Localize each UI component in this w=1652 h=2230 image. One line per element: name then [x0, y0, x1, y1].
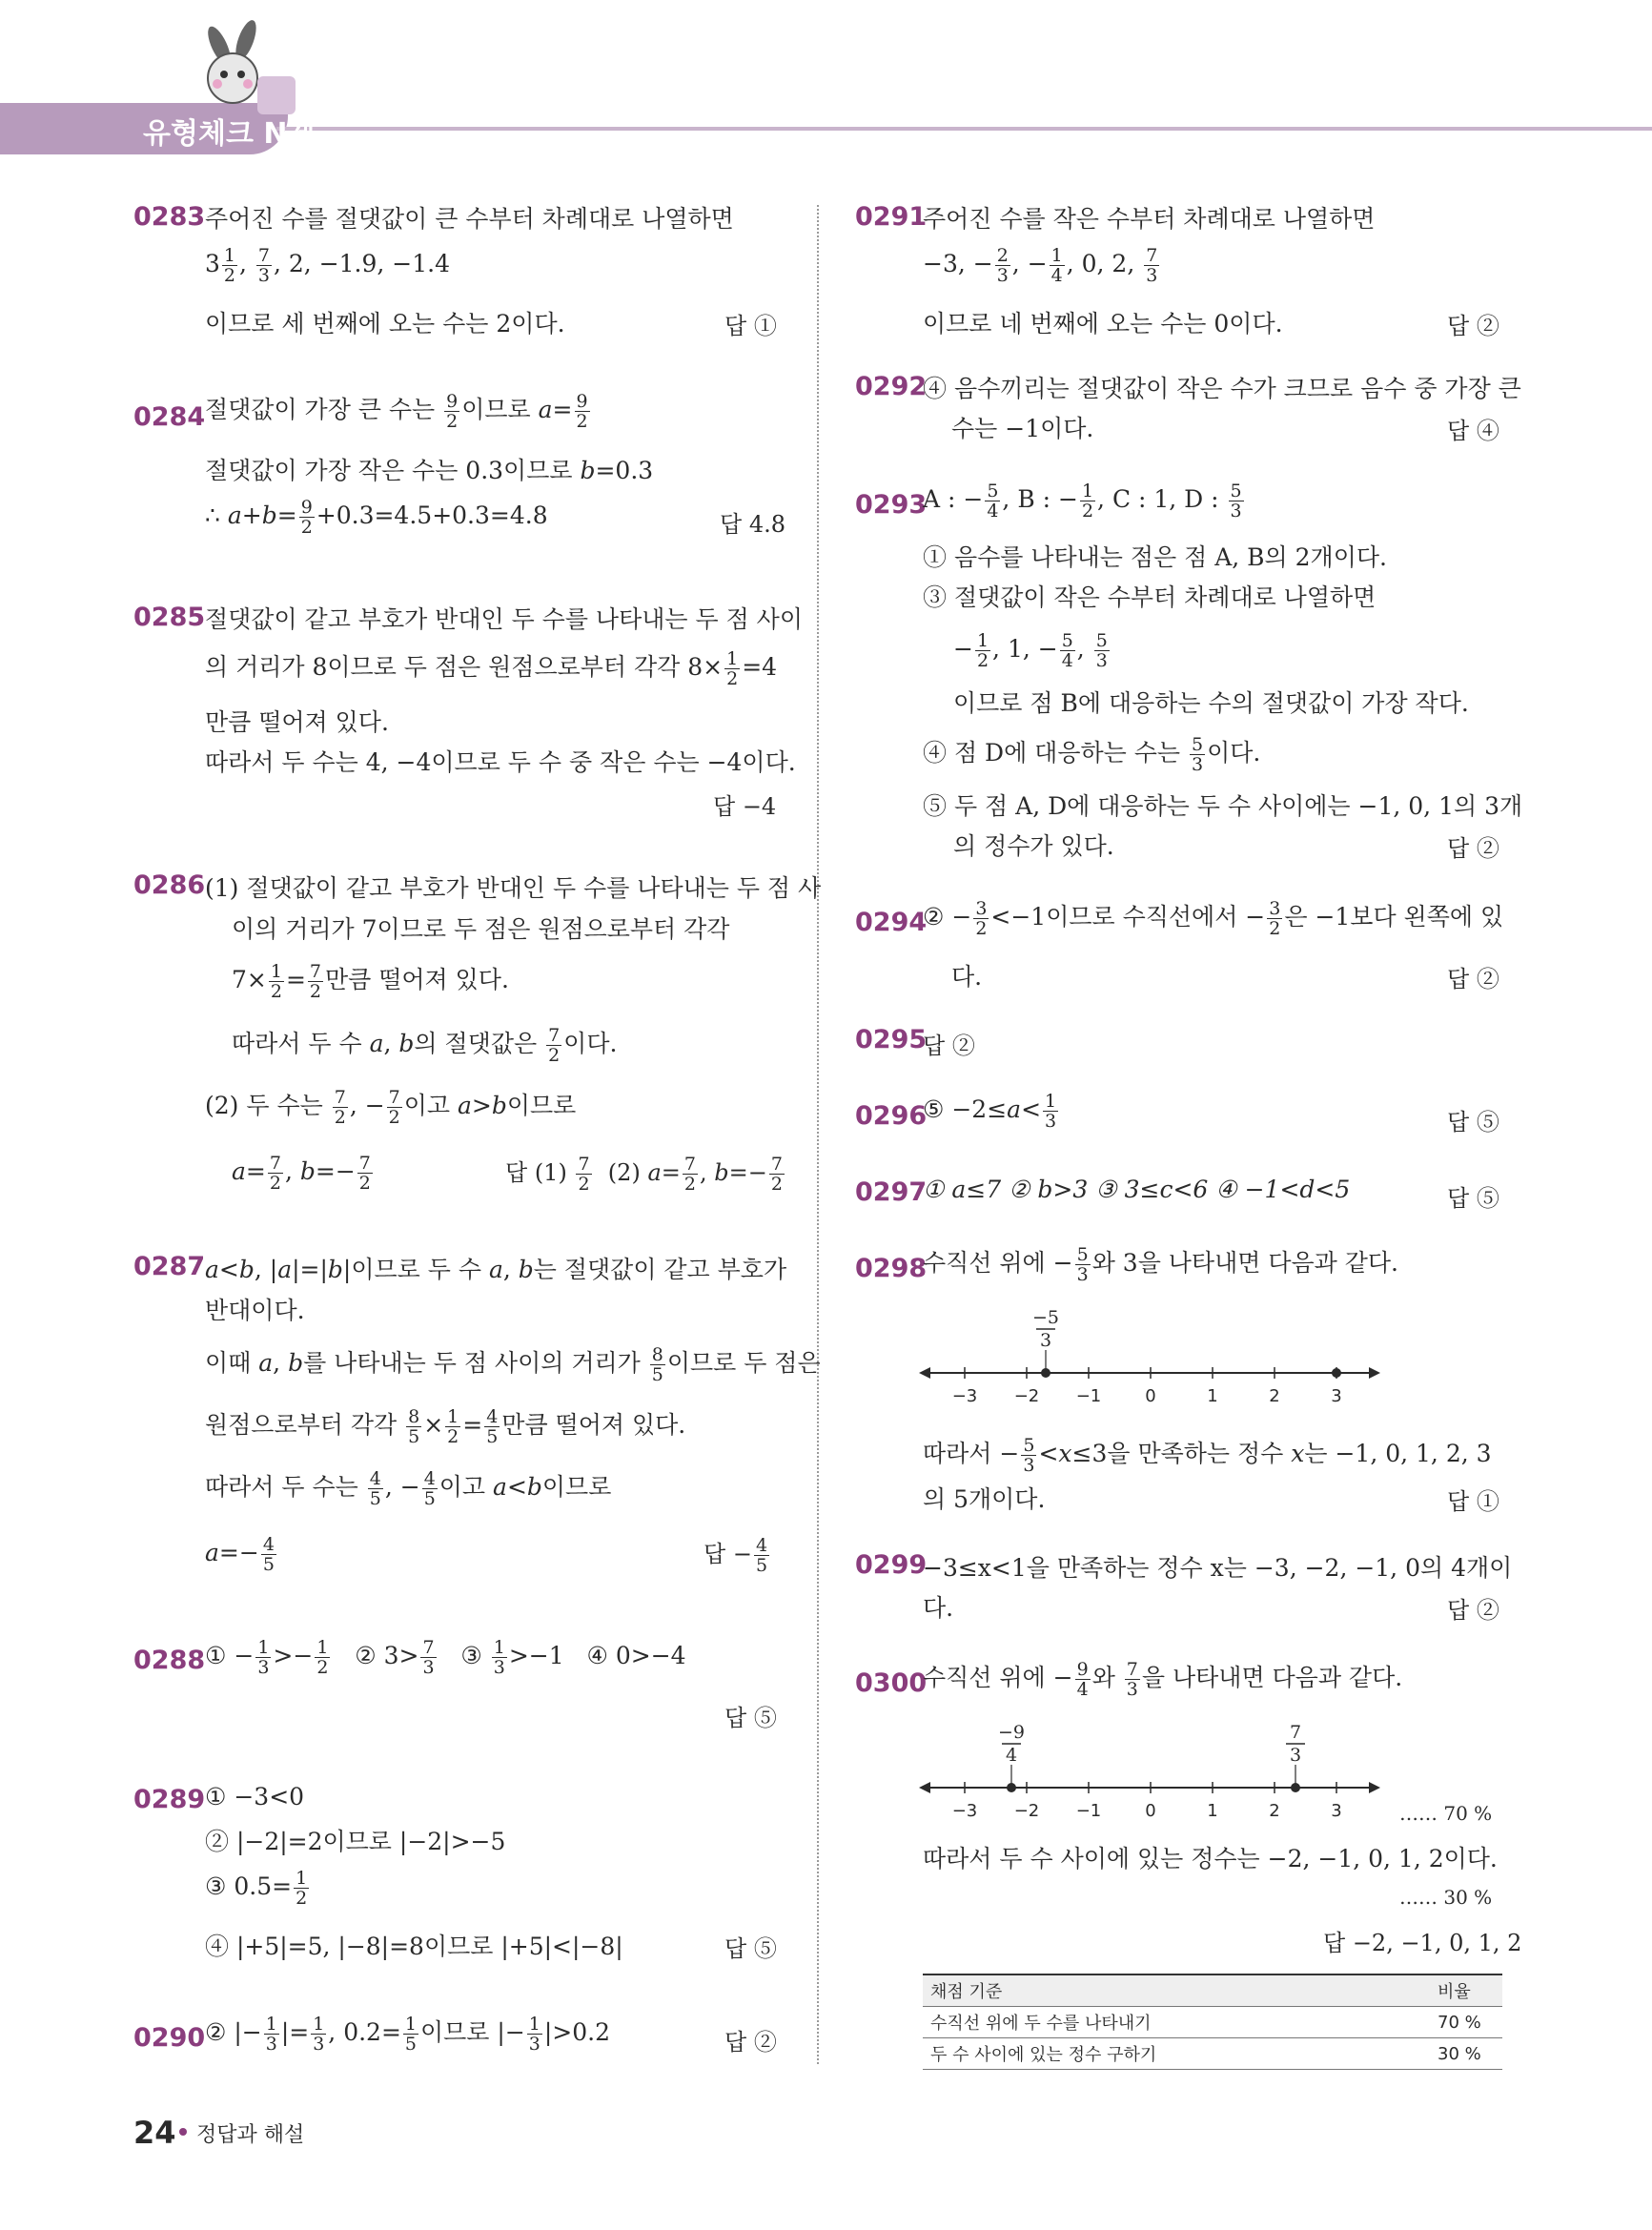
problem-number: 0292	[855, 372, 928, 401]
problem-number: 0300	[855, 1668, 928, 1698]
tick-label: −1	[1075, 1801, 1102, 1821]
table-row	[923, 2007, 1502, 2038]
text-line: 이므로 점 B에 대응하는 수의 절댓값이 가장 작다.	[953, 689, 1469, 717]
svg-text:7: 7	[1289, 1722, 1302, 1743]
table-header: 비율	[1430, 1974, 1502, 2007]
answer: 답 − $\frac{4}{5}$	[704, 1535, 768, 1576]
tick-label: 3	[1331, 1801, 1342, 1821]
table-cell: 70 %	[1430, 2007, 1502, 2038]
header-line	[276, 127, 1652, 131]
math-line: a= $\frac{7}{2}$ , b=− $\frac{7}{2}$	[232, 1153, 371, 1194]
text-line: 이므로 네 번째에 오는 수는 0이다.	[923, 310, 1283, 338]
math-line: a=− $\frac{4}{5}$	[205, 1534, 275, 1575]
problem-number: 0287	[133, 1252, 206, 1281]
problem-number: 0298	[855, 1254, 928, 1283]
problem-number: 0285	[133, 603, 206, 632]
text-line: 이므로 세 번째에 오는 수는 2이다.	[205, 310, 565, 338]
math-line: 의 거리가 8이므로 두 점은 원점으로부터 각각 8× $\frac{1}{2}$ =4	[205, 648, 778, 689]
answer: 답 −4	[713, 793, 777, 820]
math-line: ③ 0.5= $\frac{1}{2}$	[205, 1868, 308, 1909]
answer: 답 ⑤	[1447, 1185, 1499, 1212]
table-header: 채점 기준	[923, 1974, 1430, 2007]
math-line: − $\frac{1}{2}$ , 1, − $\frac{5}{4}$ , $\frac{5}{3}$	[953, 630, 1108, 671]
problem-number: 0299	[855, 1550, 928, 1580]
text-line: 주어진 수를 절댓값이 큰 수부터 차례대로 나열하면	[205, 205, 734, 233]
math-line: −3, − $\frac{2}{3}$ , − $\frac{1}{4}$ , 0, 2, $\frac{7}{3}$	[923, 245, 1158, 286]
svg-text:−9: −9	[997, 1722, 1026, 1743]
problem-number: 0293	[855, 490, 928, 520]
problem-number: 0297	[855, 1177, 928, 1207]
tick-label: 0	[1145, 1801, 1156, 1821]
problem-number: 0294	[855, 908, 928, 937]
text-line: 의 정수가 있다.	[953, 832, 1114, 860]
text-line: (1) 절댓값이 같고 부호가 반대인 두 수를 나타내는 두 점 사	[205, 874, 822, 902]
math-line: 7× $\frac{1}{2}$ = $\frac{7}{2}$ 만큼 떨어져 있다.	[232, 961, 509, 1002]
svg-text:−5: −5	[1031, 1307, 1060, 1328]
math-line: ② |− $\frac{1}{3}$ |= $\frac{1}{3}$ , 0.2= $\frac{1}{5}$ 이므로 |− $\frac{1}{3}$ |>0.2	[205, 2014, 611, 2055]
math-line: 3 $\frac{1}{2}$ , $\frac{7}{3}$ , 2, −1.9, −1.4	[205, 245, 450, 286]
tick-label: −3	[951, 1801, 978, 1821]
answer: 답 ⑤	[724, 1705, 777, 1731]
table-cell: 30 %	[1430, 2038, 1502, 2070]
math-line: A : − $\frac{5}{4}$ , B : − $\frac{1}{2}$ , C : 1, D : $\frac{5}{3}$	[923, 481, 1242, 522]
footer-label: 정답과 해설	[196, 2123, 305, 2147]
answer: 답 ②	[1447, 966, 1499, 992]
math-line: ④ 점 D에 대응하는 수는 $\frac{5}{3}$ 이다.	[923, 734, 1261, 775]
text-line: ① −3<0	[205, 1783, 305, 1811]
text-line: ⑤ 두 점 A, D에 대응하는 두 수 사이에는 −1, 0, 1의 3개	[923, 792, 1523, 820]
score-percent: …… 70 %	[1399, 1802, 1493, 1825]
math-line: 절댓값이 가장 작은 수는 0.3이므로 b=0.3	[205, 457, 654, 484]
math-line: 원점으로부터 각각 $\frac{8}{5}$ × $\frac{1}{2}$ = $\frac{4}{5}$ 만큼 떨어져 있다.	[205, 1406, 686, 1447]
text-line: ③ 절댓값이 작은 수부터 차례대로 나열하면	[923, 583, 1377, 611]
problem-number: 0289	[133, 1785, 206, 1814]
table-cell: 두 수 사이에 있는 정수 구하기	[923, 2038, 1430, 2070]
table-row	[923, 2038, 1502, 2070]
math-line: ∴ a+b= $\frac{9}{2}$ +0.3=4.5+0.3=4.8	[205, 497, 548, 538]
answer-prefix: 답 (1)	[505, 1159, 567, 1186]
tick-label: 2	[1269, 1801, 1280, 1821]
math-line: 이때 a, b를 나타내는 두 점 사이의 거리가 $\frac{8}{5}$ 이므로 두 점은	[205, 1344, 821, 1385]
table-header-row	[923, 1974, 1502, 2007]
text-line: ④ 음수끼리는 절댓값이 작은 수가 크므로 음수 중 가장 큰	[923, 375, 1521, 402]
math-line: 절댓값이 가장 큰 수는 $\frac{9}{2}$ 이므로 a= $\frac{9}{2}$	[205, 391, 588, 432]
problem-number: 0284	[133, 402, 206, 432]
rabbit-mascot-icon	[191, 19, 296, 124]
answer: 답 ②	[1447, 835, 1499, 862]
problem-number: 0288	[133, 1646, 206, 1675]
tick-label: 3	[1331, 1386, 1342, 1406]
text-line: 이의 거리가 7이므로 두 점은 원점으로부터 각각	[232, 915, 730, 943]
math-line: ① − $\frac{1}{3}$ >− $\frac{1}{2}$ ② 3> $\frac{7}{3}$ ③ $\frac{1}{3}$ >−1 ④ 0>−4	[205, 1637, 686, 1678]
problem-number: 0296	[855, 1101, 928, 1131]
page-number: 24	[133, 2115, 176, 2151]
text-line: 주어진 수를 작은 수부터 차례대로 나열하면	[923, 205, 1376, 233]
math-line: 수직선 위에 − $\frac{5}{3}$ 와 3을 나타내면 다음과 같다.	[923, 1244, 1398, 1285]
number-line-0298	[915, 1306, 1382, 1411]
math-line: 따라서 두 수는 $\frac{4}{5}$ , − $\frac{4}{5}$ 이고 a<b이므로	[205, 1468, 612, 1509]
text-line: 따라서 두 수 사이에 있는 정수는 −2, −1, 0, 1, 2이다.	[923, 1845, 1498, 1872]
tick-label: −1	[1075, 1386, 1102, 1406]
table-cell: 수직선 위에 두 수를 나타내기	[923, 2007, 1430, 2038]
math-line: a<b, |a|=|b|이므로 두 수 a, b는 절댓값이 같고 부호가	[205, 1256, 787, 1283]
header-title: 유형체크 N제	[143, 117, 316, 151]
answer-prefix: 답	[704, 1541, 726, 1567]
math-line: 따라서 두 수 a, b의 절댓값은 $\frac{7}{2}$ 이다.	[232, 1025, 618, 1066]
text-line: 반대이다.	[205, 1297, 305, 1324]
svg-text:4: 4	[1005, 1745, 1018, 1766]
answer: 답 ⑤	[724, 1935, 777, 1962]
tick-label: −2	[1013, 1801, 1040, 1821]
text-line: 다.	[923, 1594, 954, 1622]
grading-table	[923, 1974, 1502, 2070]
answer: 답 −2, −1, 0, 1, 2	[1323, 1930, 1522, 1956]
problem-number: 0286	[133, 870, 206, 900]
number-line-0300	[915, 1721, 1382, 1826]
answer: 답 ①	[724, 313, 777, 339]
answer: 답 ②	[923, 1033, 975, 1059]
svg-text:3: 3	[1289, 1745, 1302, 1766]
tick-label: 0	[1145, 1386, 1156, 1406]
math-line: ⑤ −2≤a< $\frac{1}{3}$	[923, 1091, 1057, 1132]
text-line: ② |−2|=2이므로 |−2|>−5	[205, 1828, 506, 1855]
score-percent: …… 30 %	[1399, 1886, 1493, 1909]
tick-label: −3	[951, 1386, 978, 1406]
math-line: (2) 두 수는 $\frac{7}{2}$ , − $\frac{7}{2}$ 이고 a>b이므로	[205, 1087, 577, 1128]
tick-label: 2	[1269, 1386, 1280, 1406]
math-line: ② − $\frac{3}{2}$ <−1이므로 수직선에서 − $\frac{3}{2}$ 은 −1보다 왼쪽에 있	[923, 898, 1504, 939]
answer: 답 ②	[1447, 1597, 1499, 1624]
text-segment: 의 거리가 8이므로 두 점은 원점으로부터 각각 8×	[205, 653, 724, 681]
math-line: 수직선 위에 − $\frac{9}{4}$ 와 $\frac{7}{3}$ 을 나타내면 다음과 같다.	[923, 1659, 1403, 1700]
problem-number: 0291	[855, 202, 928, 232]
problem-number: 0295	[855, 1025, 928, 1054]
answer: 답 (1) $\frac{7}{2}$ (2) a= $\frac{7}{2}$ , b=− $\frac{7}{2}$	[505, 1154, 783, 1195]
problem-number: 0283	[133, 202, 206, 232]
answer: 답 ④	[1447, 418, 1499, 444]
svg-text:3: 3	[1039, 1330, 1052, 1351]
text-line: 따라서 두 수는 4, −4이므로 두 수 중 작은 수는 −4이다.	[205, 748, 796, 776]
text-line: ① a≤7 ② b>3 ③ 3≤c<6 ④ −1<d<5	[923, 1176, 1351, 1203]
answer: 답 ⑤	[1447, 1109, 1499, 1135]
text-line: ① 음수를 나타내는 점은 점 A, B의 2개이다.	[923, 543, 1387, 571]
text-line: 수는 −1이다.	[951, 415, 1094, 442]
answer: 답 ①	[1447, 1488, 1499, 1515]
footer-dot	[179, 2128, 187, 2136]
tick-label: 1	[1207, 1801, 1218, 1821]
text-line: −3≤x<1을 만족하는 정수 x는 −3, −2, −1, 0의 4개이	[923, 1554, 1513, 1582]
math-line: 따라서 − $\frac{5}{3}$ <x≤3을 만족하는 정수 x는 −1, 0, 1, 2, 3	[923, 1435, 1492, 1476]
text-line: 만큼 떨어져 있다.	[205, 708, 389, 736]
text-line: 절댓값이 같고 부호가 반대인 두 수를 나타내는 두 점 사이	[205, 605, 803, 633]
text-line: 다.	[951, 963, 983, 991]
answer: 답 ②	[1447, 313, 1499, 339]
column-divider	[817, 205, 819, 2064]
text-line: 의 5개이다.	[923, 1485, 1046, 1513]
problem-number: 0290	[133, 2023, 206, 2053]
answer: 답 ②	[724, 2029, 777, 2056]
tick-label: 1	[1207, 1386, 1218, 1406]
text-segment: 원점으로부터 각각	[205, 1411, 398, 1439]
text-line: ④ |+5|=5, |−8|=8이므로 |+5|<|−8|	[205, 1933, 623, 1960]
answer: 답 4.8	[720, 511, 785, 538]
tick-label: −2	[1013, 1386, 1040, 1406]
